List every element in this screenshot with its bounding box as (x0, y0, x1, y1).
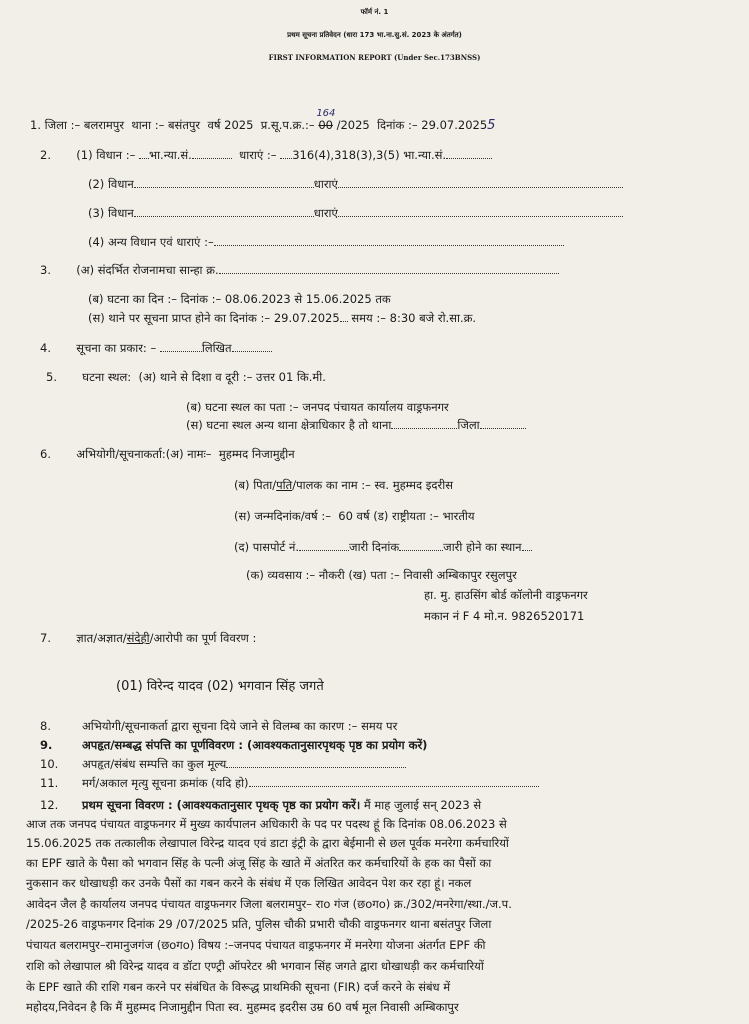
row-1-number: 1. (30, 118, 41, 132)
form-number: फॉर्म नं. 1 (360, 8, 389, 16)
narrative-line-9: राशि को लेखापाल श्री विरेन्द्र यादव व डॉटा एण्ट्री ऑपरेटर श्री भगवान सिंह जगते द्वारा धोखाधड़ी कर कर्मचारियों (26, 959, 484, 973)
father-name: स्व. मुहम्मद इदरीस (374, 478, 453, 492)
row-12-heading (40, 798, 481, 813)
info-type-value: लिखित (201, 341, 232, 355)
row-12-number: 12. (40, 798, 59, 812)
law-3-label: (3) विधान (88, 206, 134, 220)
row-4-number: 4. (40, 341, 51, 355)
row-10 (40, 757, 406, 772)
fir-number (316, 108, 336, 132)
row-6-line-b (234, 478, 453, 493)
passport-issue-place-label: जारी होने का स्थान (443, 540, 522, 554)
roznamcha-label: (अ) संदर्भित रोजनामचा सान्हा क्र. (76, 263, 219, 277)
info-received-label: (स) थाने पर सूचना प्राप्त होने का दिनांक :– (88, 311, 271, 325)
row-1 (30, 108, 496, 133)
row-7-number: 7. (40, 631, 51, 645)
delay-reason-label: अभियोगी/सूचनाकर्ता द्वारा सूचना दिये जाने से विलम्ब का कारण :– (82, 719, 358, 733)
time-value: 8:30 बजे रो.सा.क्र. (389, 311, 477, 325)
delay-reason-value: समय पर (361, 719, 398, 733)
address-line-1: निवासी अम्बिकापुर रसुलपुर (403, 568, 517, 582)
row-2-line-3 (88, 206, 623, 221)
info-received-date: 29.07.2025 (273, 311, 340, 325)
station-label: थाना :– (131, 118, 165, 132)
row-8 (40, 719, 397, 734)
occupation-value: नौकरी (318, 568, 345, 582)
fir-number-label: प्र.सू.प.क्र.:– (260, 118, 315, 132)
place-label: घटना स्थल: (82, 370, 132, 384)
other-law-label: (4) अन्य विधान एवं धाराएं :– (88, 235, 214, 249)
district-value: बलरामपुर (83, 118, 125, 132)
narrative-line-1: मैं माह जुलाई सन् 2023 से (363, 798, 482, 812)
incident-date-value: 08.06.2023 से 15.06.2025 तक (224, 292, 391, 306)
date-value: 29.07.2025 (421, 118, 488, 132)
other-jurisdiction-label: (स) घटना स्थल अन्य थाना क्षेत्राधिकार है तो थाना (186, 418, 392, 432)
narrative-line-10: के EPF खाते की राशि गबन करने पर संबंधित के विरूद्ध प्राथमिकी सूचना (FIR) दर्ज करने के संबंध में (26, 980, 451, 994)
narrative-line-5: नुकसान कर धोखाधड़ी कर उनके पैसों का गबन करने के संबंध में एक लिखित आवेदन पेश कर रहा हूं। नकल (26, 876, 472, 890)
accused-names: (01) विरेन्द यादव (02) भगवान सिंह जगते (116, 679, 324, 694)
law-1-act: भा.न्या.सं. (148, 148, 192, 162)
station-value: बसंतपुर (167, 118, 201, 132)
row-7 (40, 631, 256, 646)
accused-label-2: /आरोपी का पूर्ण विवरण : (149, 631, 257, 645)
row-2-line-1 (40, 148, 492, 163)
row-2-number: 2. (40, 148, 51, 162)
row-5-line-c (186, 418, 526, 433)
complainant-label: अभियोगी/सूचनाकर्ता:(अ) नामः– (76, 447, 212, 461)
row-9 (40, 738, 427, 753)
row-2-line-2 (88, 177, 623, 192)
passport-issue-date-label: जारी दिनांक (349, 540, 400, 554)
row-5-line-b (186, 400, 449, 415)
title-hindi: प्रथम सूचना प्रतिवेदन (धारा 173 भा.ना.सु.सं. 2023 के अंतर्गत) (287, 31, 462, 39)
row-3-line-c (88, 311, 476, 326)
narrative-line-2: आज तक जनपद पंचायत वाड्रफनगर में मुख्य कार्यपालन अधिकारी के पद पर पदस्थ हूं कि दिनांक 08.06.2023 से (26, 817, 507, 831)
row-2-line-4 (88, 235, 564, 250)
time-label: समय :– (351, 311, 386, 325)
place-address-label: (ब) घटना स्थल का पता :– (186, 400, 299, 414)
sections-2-label: धाराएं (313, 177, 338, 191)
law-2-label: (2) विधान (88, 177, 134, 191)
father-label-1: (ब) पिता/ (234, 478, 277, 492)
complainant-name: मुहम्मद निजामुद्दीन (218, 447, 295, 461)
law-1-label: (1) विधान :– (76, 148, 136, 162)
address-line-2: हा. मु. हाउसिंग बोर्ड कॉलोनी वाड्रफनगर (424, 588, 588, 602)
place-address-value: जनपद पंचायत कार्यालय वाड्रफनगर (302, 400, 449, 414)
row-5-number: 5. (46, 370, 57, 384)
date-label: दिनांक :– (377, 118, 418, 132)
row-3-number: 3. (40, 263, 51, 277)
other-jurisdiction-district: जिला (457, 418, 480, 432)
address-label: (ख) पता :– (348, 568, 400, 582)
passport-label: (द) पासपोर्ट नं. (234, 540, 300, 554)
row-3-line-b (88, 292, 391, 307)
narrative-line-3: 15.06.2025 तक तत्कालीक लेखापाल विरेन्द्र यादव एवं डाटा इंट्री के द्वारा बेईमानी से छल पूर्वक मनरेगा कर्मचारियों (26, 836, 509, 850)
narrative-line-7: /2025-26 वाड्रफनगर दिनांक 29 /07/2025 प्रति, पुलिस चौकी प्रभारी चौकी वाड्रफनगर थाना बसंतपुर जिला (26, 917, 492, 931)
info-type-label: सूचना का प्रकार: – (76, 341, 157, 355)
year-label: वर्ष 2025 (207, 118, 254, 132)
row-6-line-a (40, 447, 295, 462)
fir-number-printed: 00 (318, 118, 333, 132)
sections-1-value: 316(4),318(3),3(5) भा.न्या.सं. (292, 148, 447, 162)
row-11 (40, 776, 539, 791)
title-english: FIRST INFORMATION REPORT (Under Sec.173BNSS) (268, 53, 481, 62)
direction-value: उत्तर 01 कि.मी. (256, 370, 326, 384)
sections-3-label: धाराएं (313, 206, 338, 220)
age-label: (स) जन्मदिनांक/वर्ष :– (234, 509, 331, 523)
narrative-line-4: का EPF खाते के पैसा को भगवान सिंह के पत्नी अंजू सिंह के खाते में अंतरित कर कर्मचारियों के हक का पैसों का (26, 856, 492, 870)
narrative-line-6: आवेदन जैल है कार्यालय जनपद पंचायत वाड्रफनगर जिला बलरामपुर– राo गंज (छoगo) क्र./302/मनरेगा/स्था./ज.प. (26, 897, 512, 911)
row-3-line-a (40, 263, 559, 278)
date-handwritten: 5 (487, 118, 496, 133)
nationality-value: भारतीय (442, 509, 475, 523)
narrative-line-11: महोदय,निवेदन है कि मैं मुहम्मद निजामुद्दीन पिता स्व. मुहम्मद इदरीस उम्र 60 वर्ष मूल निवासी अम्बिकापुर (26, 1000, 459, 1014)
row-8-number: 8. (40, 719, 51, 733)
accused-label-suspect: संदेही (126, 631, 150, 645)
incident-date-label: (ब) घटना का दिन :– दिनांक :– (88, 292, 222, 306)
father-label-2: /पालक का नाम :– (292, 478, 371, 492)
direction-label: (अ) थाने से दिशा व दूरी :– (138, 370, 253, 384)
row-6-line-e (246, 568, 517, 583)
row-9-number: 9. (40, 738, 53, 752)
fir-number-handwritten: 164 (316, 108, 336, 119)
row-10-number: 10. (40, 757, 59, 771)
row-11-number: 11. (40, 776, 59, 790)
property-value-label: अपहृत/संबंध सम्पत्ति का कुल मूल्य (82, 757, 227, 771)
death-report-label: मर्ग/अकाल मृत्यु सूचना क्रमांक (यदि हो) (82, 776, 249, 790)
row-4 (40, 341, 272, 356)
occupation-label: (क) व्यवसाय :– (246, 568, 316, 582)
age-value: 60 वर्ष (338, 509, 370, 523)
father-label-husband: पति (276, 478, 293, 492)
sections-1-label: धाराएं :– (239, 148, 277, 162)
accused-label-1: ज्ञात/अज्ञात/ (76, 631, 127, 645)
address-line-3: मकान नं F 4 मो.न. 9826520171 (424, 609, 585, 623)
district-label: जिला :– (44, 118, 81, 132)
row-6-line-c (234, 509, 475, 524)
fir-year: /2025 (336, 118, 370, 132)
row-6-number: 6. (40, 447, 51, 461)
row-5-line-a (46, 370, 326, 385)
property-detail-label: अपहृत/सम्बद्ध संपत्ति का पूर्णविवरण : (आवश्यकतानुसारपृथक् पृष्ठ का प्रयोग करें) (82, 738, 428, 752)
fir-narrative-label: प्रथम सूचना विवरण : (आवश्यकतानुसार पृथक् पृष्ठ का प्रयोग करें। (82, 798, 361, 812)
nationality-label: (ड) राष्ट्रीयता :– (373, 509, 439, 523)
row-6-line-d (234, 540, 532, 555)
narrative-line-8: पंचायत बलरामपुर–रामानुजगंज (छoगo) विषय :–जनपद पंचायत वाड्रफनगर में मनरेगा योजना अंतर्गत EPF की (26, 938, 486, 952)
